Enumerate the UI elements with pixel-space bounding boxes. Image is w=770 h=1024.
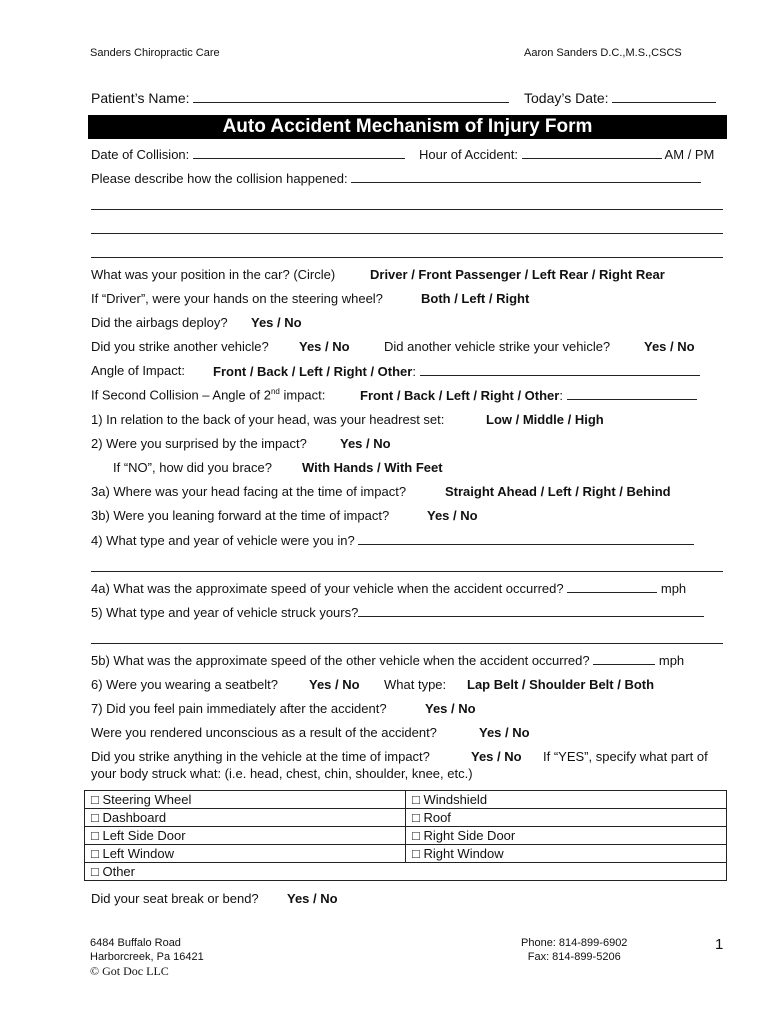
vehicle-line-2[interactable] xyxy=(91,571,723,572)
unconscious-options[interactable]: Yes / No xyxy=(479,725,530,740)
checkbox-roof[interactable]: □ Roof xyxy=(406,809,727,827)
seatbelt-options[interactable]: Yes / No xyxy=(309,677,360,692)
collision-date-field[interactable] xyxy=(193,146,405,159)
second-angle-options[interactable]: Front / Back / Left / Right / Other xyxy=(360,388,560,403)
table-row xyxy=(85,809,727,827)
clinic-name: Sanders Chiropractic Care xyxy=(90,47,220,59)
second-collision-question: If Second Collision – Angle of 2nd impact: xyxy=(91,387,326,403)
ampm-option[interactable]: AM / PM xyxy=(664,147,715,162)
describe-label: Please describe how the collision happened: xyxy=(91,171,348,186)
speed-unit: mph xyxy=(660,581,687,596)
position-options[interactable]: Driver / Front Passenger / Left Rear / Right Rear xyxy=(370,267,665,282)
angle-other-field[interactable] xyxy=(420,363,700,376)
surprised-question: 2) Were you surprised by the impact? xyxy=(91,436,307,451)
strike-inside-question: Did you strike anything in the vehicle at the time of impact? xyxy=(91,749,430,764)
other-speed-unit: mph xyxy=(658,653,685,668)
checkbox-steering-wheel[interactable]: □ Steering Wheel xyxy=(85,791,406,809)
patient-name-field[interactable] xyxy=(193,90,509,103)
address-line-1: 6484 Buffalo Road xyxy=(90,937,181,949)
pain-question: 7) Did you feel pain immediately after the accident? xyxy=(91,701,387,716)
struck-question: Did another vehicle strike your vehicle? xyxy=(384,339,611,354)
todays-date-row xyxy=(524,90,716,106)
seat-options[interactable]: Yes / No xyxy=(287,891,338,906)
collision-date-label: Date of Collision: xyxy=(91,147,190,162)
patient-name-row xyxy=(91,90,509,106)
facing-question: 3a) Where was your head facing at the time of impact? xyxy=(91,484,407,499)
checkbox-windshield[interactable]: □ Windshield xyxy=(406,791,727,809)
hour-field[interactable] xyxy=(522,146,662,159)
todays-date-label: Today’s Date: xyxy=(524,90,609,106)
hour-of-accident-row xyxy=(419,146,714,162)
describe-row xyxy=(91,170,701,186)
other-vehicle-field[interactable] xyxy=(358,604,704,617)
table-row xyxy=(85,845,727,863)
describe-line-4[interactable] xyxy=(91,257,723,258)
vehicle-field[interactable] xyxy=(358,532,694,545)
fax: Fax: 814-899-5206 xyxy=(527,951,621,963)
airbags-options[interactable]: Yes / No xyxy=(251,315,302,330)
struck-options[interactable]: Yes / No xyxy=(644,339,695,354)
strike-question: Did you strike another vehicle? xyxy=(91,339,269,354)
strike-inside-options[interactable]: Yes / No xyxy=(471,749,522,764)
strike-options[interactable]: Yes / No xyxy=(299,339,350,354)
pain-options[interactable]: Yes / No xyxy=(425,701,476,716)
seatbelt-type-question: What type: xyxy=(384,677,447,692)
copyright: © Got Doc LLC xyxy=(90,964,169,978)
other-speed-question: 5b) What was the approximate speed of the other vehicle when the accident occurred? xyxy=(91,653,590,668)
body-parts-table xyxy=(84,790,727,881)
checkbox-dashboard[interactable]: □ Dashboard xyxy=(85,809,406,827)
other-vehicle-line-2[interactable] xyxy=(91,643,723,644)
airbags-question: Did the airbags deploy? xyxy=(91,315,228,330)
hands-options[interactable]: Both / Left / Right xyxy=(421,291,530,306)
checkbox-other[interactable]: □ Other xyxy=(85,863,727,881)
describe-line-2[interactable] xyxy=(91,209,723,210)
other-speed-row xyxy=(91,652,684,668)
other-speed-field[interactable] xyxy=(593,652,655,665)
phone: Phone: 814-899-6902 xyxy=(521,937,628,949)
describe-field[interactable] xyxy=(351,170,701,183)
second-collision-answer-row: Front / Back / Left / Right / Other: xyxy=(360,387,697,403)
describe-line-3[interactable] xyxy=(91,233,723,234)
surprised-options[interactable]: Yes / No xyxy=(340,436,391,451)
headrest-options[interactable]: Low / Middle / High xyxy=(486,412,604,427)
todays-date-field[interactable] xyxy=(612,90,716,103)
patient-name-label: Patient’s Name: xyxy=(91,90,190,106)
speed-question: 4a) What was the approximate speed of your vehicle when the accident occurred? xyxy=(91,581,564,596)
facing-options[interactable]: Straight Ahead / Left / Right / Behind xyxy=(445,484,671,499)
headrest-question: 1) In relation to the back of your head, was your headrest set: xyxy=(91,412,445,427)
unconscious-question: Were you rendered unconscious as a result of the accident? xyxy=(91,725,437,740)
footer-address xyxy=(90,936,204,978)
other-vehicle-row xyxy=(91,604,704,620)
strike-inside-instruction: If “YES”, specify what part of xyxy=(543,749,708,764)
angle-answer-row: Front / Back / Left / Right / Other: xyxy=(213,363,700,379)
checkbox-right-side-door[interactable]: □ Right Side Door xyxy=(406,827,727,845)
strike-inside-instruction-2: your body struck what: (i.e. head, chest, chin, shoulder, knee, etc.) xyxy=(91,766,473,781)
table-row xyxy=(85,827,727,845)
vehicle-question: 4) What type and year of vehicle were you in? xyxy=(91,533,355,548)
leaning-question: 3b) Were you leaning forward at the time of impact? xyxy=(91,508,390,523)
speed-field[interactable] xyxy=(567,580,657,593)
brace-question: If “NO”, how did you brace? xyxy=(113,460,272,475)
vehicle-row xyxy=(91,532,694,548)
seatbelt-question: 6) Were you wearing a seatbelt? xyxy=(91,677,278,692)
checkbox-left-side-door[interactable]: □ Left Side Door xyxy=(85,827,406,845)
collision-date-row xyxy=(91,146,405,162)
address-line-2: Harborcreek, Pa 16421 xyxy=(90,951,204,963)
other-vehicle-question: 5) What type and year of vehicle struck yours? xyxy=(91,605,359,620)
speed-row xyxy=(91,580,686,596)
table-row xyxy=(85,791,727,809)
hands-question: If “Driver”, were your hands on the steering wheel? xyxy=(91,291,383,306)
position-question: What was your position in the car? (Circle) xyxy=(91,267,336,282)
form-title: Auto Accident Mechanism of Injury Form xyxy=(88,115,727,139)
checkbox-left-window[interactable]: □ Left Window xyxy=(85,845,406,863)
seatbelt-type-options[interactable]: Lap Belt / Shoulder Belt / Both xyxy=(467,677,655,692)
angle-options[interactable]: Front / Back / Left / Right / Other xyxy=(213,364,413,379)
hour-label: Hour of Accident: xyxy=(419,147,518,162)
brace-options[interactable]: With Hands / With Feet xyxy=(302,460,443,475)
page-number: 1 xyxy=(715,936,724,953)
doctor-name: Aaron Sanders D.C.,M.S.,CSCS xyxy=(524,47,682,59)
leaning-options[interactable]: Yes / No xyxy=(427,508,478,523)
table-row xyxy=(85,863,727,881)
checkbox-right-window[interactable]: □ Right Window xyxy=(406,845,727,863)
second-angle-other-field[interactable] xyxy=(567,387,697,400)
footer-contact xyxy=(521,936,627,964)
angle-question: Angle of Impact: xyxy=(91,363,185,378)
seat-question: Did your seat break or bend? xyxy=(91,891,259,906)
